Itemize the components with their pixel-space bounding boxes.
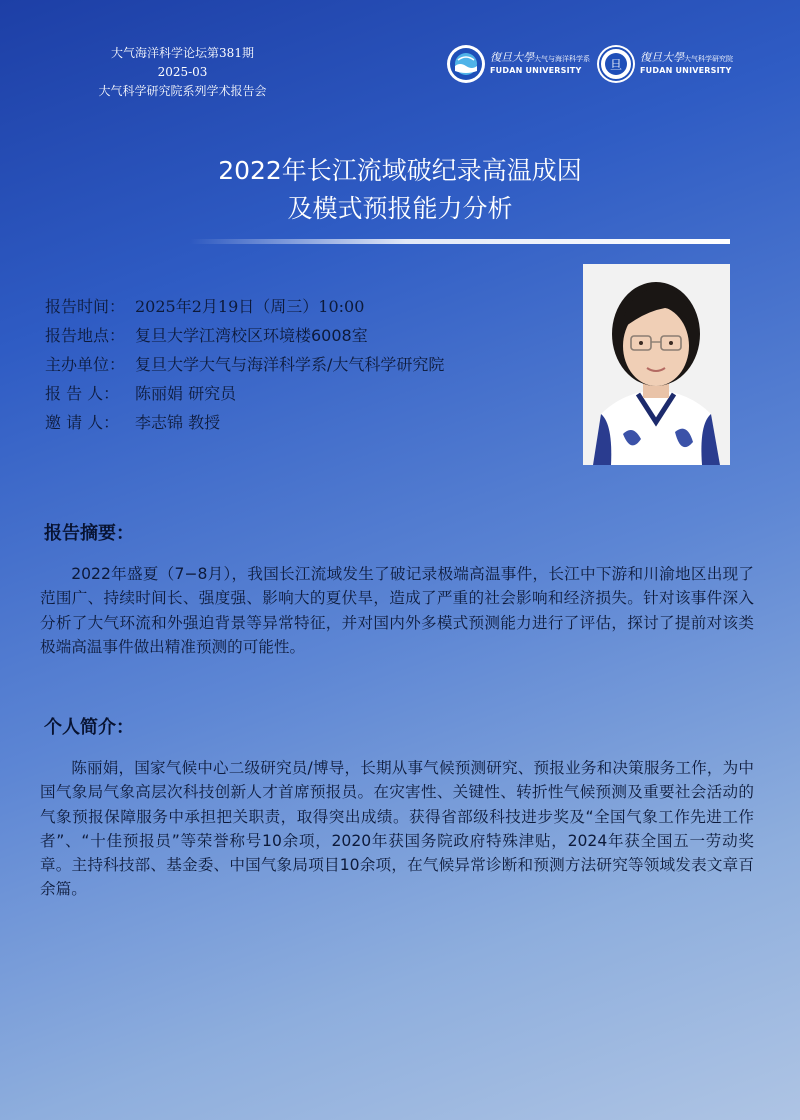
info-inviter-value: 李志锦 教授 [135, 413, 221, 432]
info-speaker [45, 381, 444, 410]
ocean-dept-emblem-icon [446, 44, 486, 84]
bio-text: 陈丽娟，国家气候中心二级研究员/博导，长期从事气候预测研究、预报业务和决策服务工作，为中国气象局气象高层次科技创新人才首席预报员。在灾害性、关键性、转折性气候预测及重要社会活动的气象预报保障服务中承担把关职责，取得突出成绩。获得省部级科技进步奖及“全国气象工作先进工作者”、“十佳预报员”等荣誉称号10余项，2020年获国务院政府特殊津贴，2024年获全国五一劳动奖章。主持科技部、基金委、中国气象局项目10余项，在气候异常诊断和预测方法研究等领域发表文章百余篇。 [40, 759, 754, 899]
talk-info [45, 294, 444, 439]
info-place-label: 报告地点： [45, 326, 126, 345]
fudan-seal-icon [596, 44, 636, 84]
info-time-label: 报告时间： [45, 297, 126, 316]
info-host-value: 复旦大学大气与海洋科学系/大气科学研究院 [135, 355, 445, 374]
abstract-text: 2022年盛夏（7−8月），我国长江流域发生了破记录极端高温事件，长江中下游和川渝地区出现了范围广、持续时间长、强度强、影响大的夏伏旱，造成了严重的社会影响和经济损失。针对该事件深入分析了大气环流和外强迫背景等异常特征，并对国内外多模式预测能力进行了评估，探讨了提前对该类极端高温事件做出精准预测的可能性。 [40, 565, 754, 656]
institute-logo [596, 44, 733, 84]
svg-text:旦: 旦 [609, 58, 623, 72]
info-inviter [45, 410, 444, 439]
institute-logo-dept: 大气科学研究院 [684, 54, 733, 63]
title-divider [190, 239, 730, 244]
info-place [45, 323, 444, 352]
info-speaker-label: 报 告 人： [45, 384, 120, 403]
forum-date: 2025-03 [157, 65, 208, 79]
institute-logo-en: FUDAN UNIVERSITY [640, 65, 732, 75]
talk-title [0, 152, 800, 228]
logo-bar [446, 44, 746, 92]
info-time-value: 2025年2月19日（周三）10:00 [135, 297, 365, 316]
talk-title-line2: 及模式预报能力分析 [287, 194, 513, 223]
info-speaker-value: 陈丽娟 研究员 [135, 384, 237, 403]
dept-logo-dept: 大气与海洋科学系 [534, 54, 590, 63]
speaker-photo [583, 264, 730, 465]
talk-title-line1: 2022年长江流域破纪录高温成因 [218, 156, 582, 185]
info-host-label: 主办单位： [45, 355, 126, 374]
dept-logo-cn: 復旦大學 [490, 50, 534, 64]
info-inviter-label: 邀 请 人： [45, 413, 120, 432]
bio-heading: 个人简介： [44, 717, 134, 738]
info-host [45, 352, 444, 381]
dept-logo-en: FUDAN UNIVERSITY [490, 65, 582, 75]
forum-header [70, 44, 295, 101]
forum-issue: 大气海洋科学论坛第381期 [111, 46, 254, 60]
info-time [45, 294, 444, 323]
dept-logo [446, 44, 590, 84]
speaker-portrait-icon [583, 264, 730, 465]
abstract-heading: 报告摘要： [44, 523, 134, 544]
info-place-value: 复旦大学江湾校区环境楼6008室 [135, 326, 368, 345]
institute-logo-cn: 復旦大學 [640, 50, 684, 64]
forum-series: 大气科学研究院系列学术报告会 [98, 84, 267, 98]
